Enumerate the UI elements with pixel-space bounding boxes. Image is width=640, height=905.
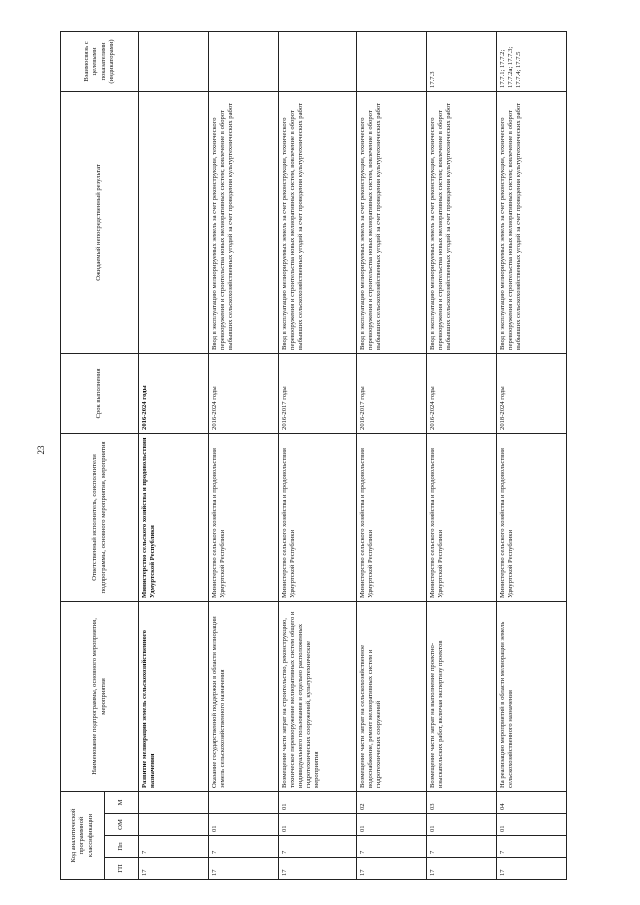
cell-relation: 17.7.1; 17.7.2; 17.7.2а; 17.7.3; 17.7.4; 17.7.5 (497, 31, 567, 91)
cell-gp: 17 (139, 858, 209, 880)
table-row (427, 31, 497, 879)
cell-pp: 7 (209, 836, 279, 858)
cell-result: Ввод в эксплуатацию мелиорируемых земель за счет реконструкции, технического перевооружения и строительства новых мелиоративных систем; вовлечение в оборот выбывших сельскохозяйственных угодий за счет проведения культуртехнических работ (427, 91, 497, 353)
cell-result: Ввод в эксплуатацию мелиорируемых земель за счет реконструкции, технического перевооружения и строительства новых мелиоративных систем, вовлечение в оборот выбывших сельскохозяйственных угодий за счет проведения культуртехнических работ (357, 91, 427, 353)
cell-gp: 17 (209, 858, 279, 880)
cell-pp: 7 (427, 836, 497, 858)
cell-pp: 7 (279, 836, 357, 858)
rotated-page (60, 32, 620, 880)
cell-term: 2016-2024 годы (209, 353, 279, 433)
table-row (209, 31, 279, 879)
table-row (139, 31, 209, 879)
header-responsible: Ответственный исполнитель, соисполнители подпрограммы, основного мероприятия, мероприятия (61, 433, 139, 601)
cell-result (139, 91, 209, 353)
cell-gp: 17 (357, 858, 427, 880)
program-table (60, 31, 567, 880)
header-om: ОМ (105, 814, 139, 836)
cell-om: 01 (209, 814, 279, 836)
table-row (279, 31, 357, 879)
header-result: Ожидаемый непосредственный результат (61, 91, 139, 353)
cell-responsible: Министерство сельского хозяйства и продовольствия Удмуртской Республики (279, 433, 357, 601)
header-m: М (105, 791, 139, 813)
cell-relation: 17.7.3 (427, 31, 497, 91)
cell-om: 01 (427, 814, 497, 836)
page-number: 23 (36, 445, 46, 455)
cell-term: 2016-2024 годы (427, 353, 497, 433)
cell-gp: 17 (427, 858, 497, 880)
header-code-group: Код аналитической программной классификации (61, 791, 105, 879)
cell-om: 01 (279, 814, 357, 836)
cell-relation (209, 31, 279, 91)
cell-relation (357, 31, 427, 91)
cell-relation (279, 31, 357, 91)
cell-name: Развитие мелиорации земель сельскохозяйственного назначения (139, 601, 209, 791)
cell-pp: 7 (357, 836, 427, 858)
cell-term: 2018-2024 годы (497, 353, 567, 433)
cell-name: Возмещение части затрат на сельскохозяйственное водоснабжение, ремонт мелиоративных систем и гидротехнических сооружений (357, 601, 427, 791)
cell-term: 2016-2017 годы (279, 353, 357, 433)
table-row (357, 31, 427, 879)
header-term: Срок выполнения (61, 353, 139, 433)
cell-result: Ввод в эксплуатацию мелиорируемых земель за счет реконструкции, технического перевооружения и строительства новых мелиоративных систем, вовлечение в оборот выбывших сельскохозяйственных угодий за счет проведения культуртехнических работ (279, 91, 357, 353)
cell-m (209, 791, 279, 813)
cell-result: Ввод в эксплуатацию мелиорируемых земель за счет реконструкции, технического перевооружения и строительства новых мелиоративных систем; вовлечение в оборот выбывших сельскохозяйственных угодий за счет проведения культуртехнических работ (497, 91, 567, 353)
cell-responsible: Министерство сельского хозяйства и продовольствия Удмуртской Республики (357, 433, 427, 601)
cell-gp: 17 (497, 858, 567, 880)
cell-pp: 7 (139, 836, 209, 858)
cell-om: 01 (497, 814, 567, 836)
cell-relation (139, 31, 209, 91)
header-pp: Пп (105, 836, 139, 858)
cell-om (139, 814, 209, 836)
header-name: Наименование подпрограммы, основного мероприятия, мероприятия (61, 601, 139, 791)
cell-responsible: Министерство сельского хозяйства и продовольствия Удмуртской Республики (427, 433, 497, 601)
cell-responsible: Министерство сельского хозяйства и продовольствия Удмуртской Республики (497, 433, 567, 601)
header-gp: ГП (105, 858, 139, 880)
header-relation: Взаимосвязь с целевыми показателями (индикаторами) (61, 31, 139, 91)
cell-gp: 17 (279, 858, 357, 880)
cell-om: 01 (357, 814, 427, 836)
table-row (497, 31, 567, 879)
cell-responsible: Министерство сельского хозяйства и продовольствия Удмуртской Республики (139, 433, 209, 601)
cell-m: 03 (427, 791, 497, 813)
cell-name: Возмещение части затрат на строительство, реконструкцию, техническое перевооружение мелиоративных систем общего и индивидуального пользования и отдельно расположенных гидротехнических сооружений, культуртехнические мероприятия (279, 601, 357, 791)
cell-name: На реализацию мероприятий в области мелиорации земель сельскохозяйственного назначения (497, 601, 567, 791)
cell-responsible: Министерство сельского хозяйства и продовольствия Удмуртской Республики (209, 433, 279, 601)
cell-m: 01 (279, 791, 357, 813)
cell-term: 2016-2024 годы (139, 353, 209, 433)
cell-m (139, 791, 209, 813)
cell-pp: 7 (497, 836, 567, 858)
cell-m: 04 (497, 791, 567, 813)
cell-m: 02 (357, 791, 427, 813)
cell-name: Оказание государственной поддержки в области мелиорации земель сельскохозяйственного назначения (209, 601, 279, 791)
cell-result: Ввод в эксплуатацию мелиорируемых земель за счет реконструкции, технического перевооружения и строительства новых мелиоративных систем; вовлечение в оборот выбывших сельскохозяйственных угодий за счет проведения культуртехнических работ (209, 91, 279, 353)
cell-name: Возмещение части затрат на выполнение проектно-изыскательских работ, включая экспертизу проектов (427, 601, 497, 791)
cell-term: 2016-2017 годы (357, 353, 427, 433)
